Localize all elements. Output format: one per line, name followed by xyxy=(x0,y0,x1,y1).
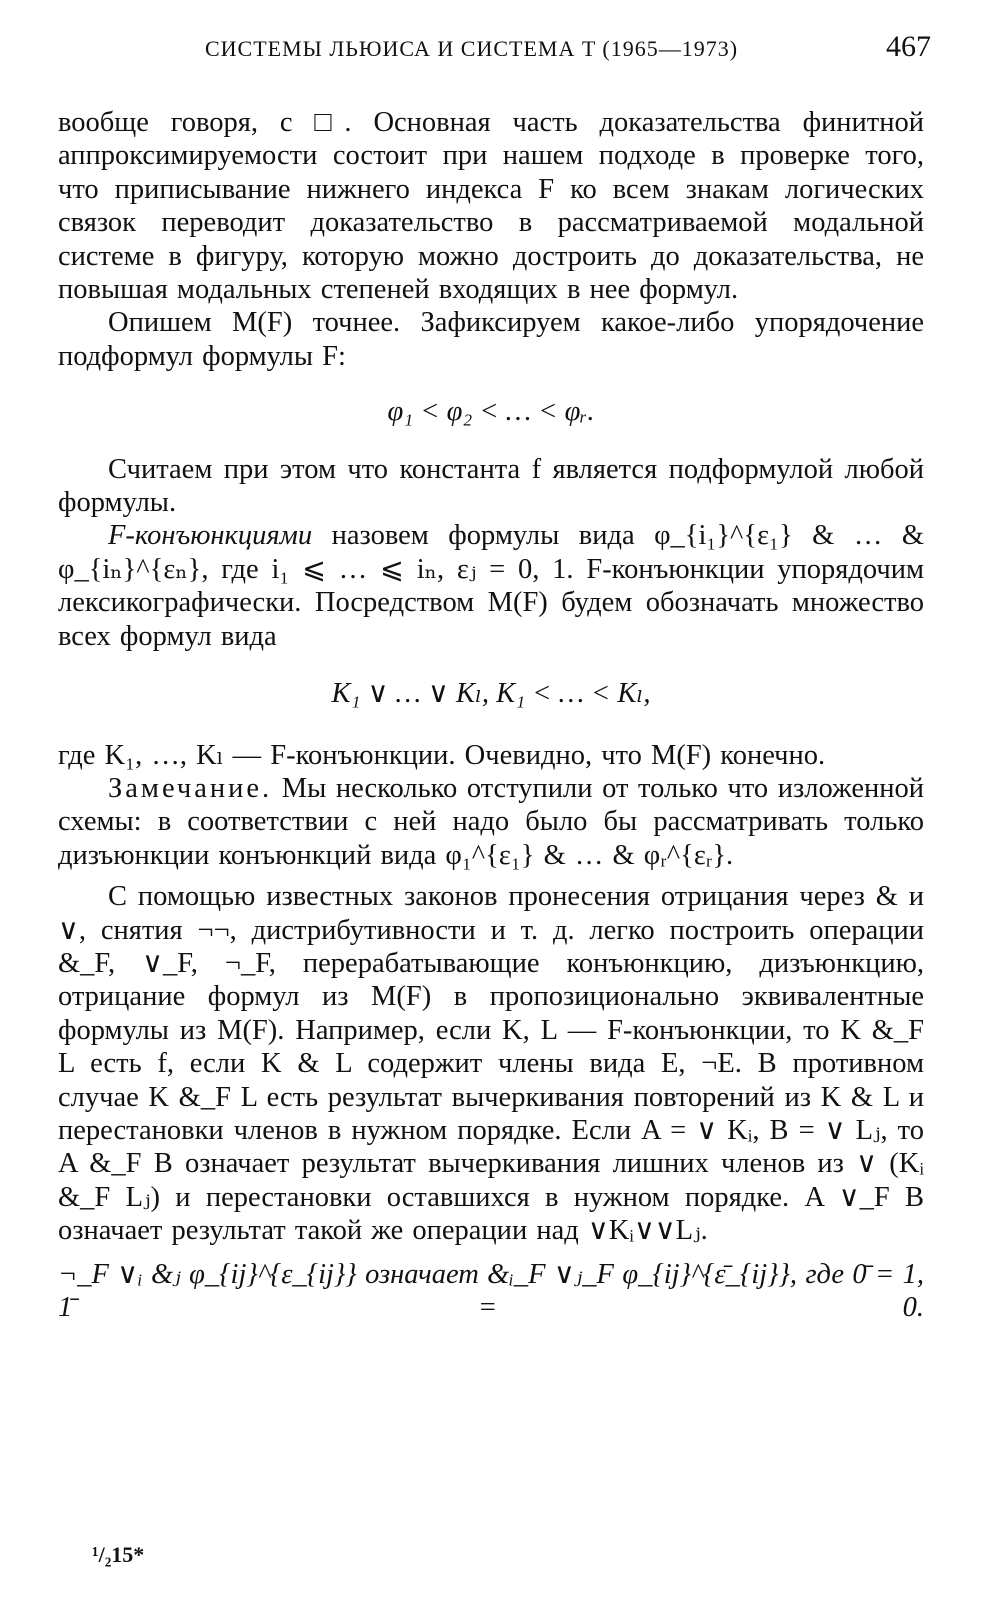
page-header xyxy=(60,30,931,70)
formula-ordering: φ₁ < φ₂ < … < φᵣ. xyxy=(387,396,595,428)
paragraph-7: С помощью известных законов пронесения отрицания через & и ∨, снятия ¬¬, дистрибутивности и т. д. легко построить операции &_F, ∨_F, ¬_F, перерабатывающие конъюнкцию, дизъюнкцию, отрицание формул из M(F) в пропозиционально эквивалентные формулы из M(F). Например, если K, L — F-конъюнкции, то K &_F L есть f, если K & L содержит члены вида E, ¬E. В противном случае K &_F L есть результат вычеркивания повторений из K & L и перестановки членов в нужном порядке. Если A = ∨ Kᵢ, B = ∨ Lⱼ, то A &_F B означает результат вычеркивания лишних членов из ∨ (Kᵢ &_F Lⱼ) и перестановки оставшихся в нужном порядке. A ∨_F B означает результат такой же операции над ∨Kᵢ∨∨Lⱼ. xyxy=(58,881,924,1247)
remark-label: Замечание. xyxy=(108,772,273,804)
paragraph-6 xyxy=(58,772,924,872)
paragraph-6-text: Мы несколько отступили от только что изложенной схемы: в соответствии с ней надо было бы рассматривать только дизъюнкции конъюнкций вида φ₁^{ε₁} & … & φᵣ^{εᵣ}. xyxy=(58,772,924,871)
paragraph-4-text: назовем формулы вида φ_{i₁}^{ε₁} & … & φ_{iₙ}^{εₙ}, где i₁ ⩽ … ⩽ iₙ, εⱼ = 0, 1. F-конъюнкции упорядочим лексикографически. Посредством M(F) будем обозначать множество всех формул вида xyxy=(58,520,924,652)
paragraph-2: Опишем M(F) точнее. Зафиксируем какое-либо упорядочение подформул формулы F: xyxy=(58,307,924,372)
paragraph-4 xyxy=(58,519,924,653)
formula-disjunctions: K₁ ∨ … ∨ Kₗ, K₁ < … < Kₗ, xyxy=(331,678,651,710)
paragraph-3: Считаем при этом что константа f является подформулой любой формулы. xyxy=(58,453,924,519)
page-number: 467 xyxy=(886,30,931,63)
paragraph-5: где K₁, …, Kₗ — F-конъюнкции. Очевидно, что M(F) конечно. xyxy=(58,739,826,771)
page-body xyxy=(58,106,924,1324)
printer-signature: ¹/₂15* xyxy=(92,1542,145,1567)
formula-negation: ¬_F ∨ᵢ &ⱼ φ_{ij}^{ε_{ij}} означает &ᵢ_F ∨ⱼ_F φ_{ij}^{ε̄_{ij}}, где 0̄ = 1, 1̄ = 0. xyxy=(58,1258,924,1323)
term-f-conjunctions: F-конъюнкциями xyxy=(108,520,313,552)
paragraph-1: вообще говоря, с □. Основная часть доказательства финитной аппроксимируемости состоит при нашем подходе в проверке того, что приписывание нижнего индекса F ко всем знакам логических связок переводит доказательство в рассматриваемой модальной системе в фигуру, которую можно достроить до доказательства, не повышая модальных степеней входящих в нее формул. xyxy=(58,107,924,306)
running-title: СИСТЕМЫ ЛЬЮИСА И СИСТЕМА T (1965—1973) xyxy=(205,36,739,61)
